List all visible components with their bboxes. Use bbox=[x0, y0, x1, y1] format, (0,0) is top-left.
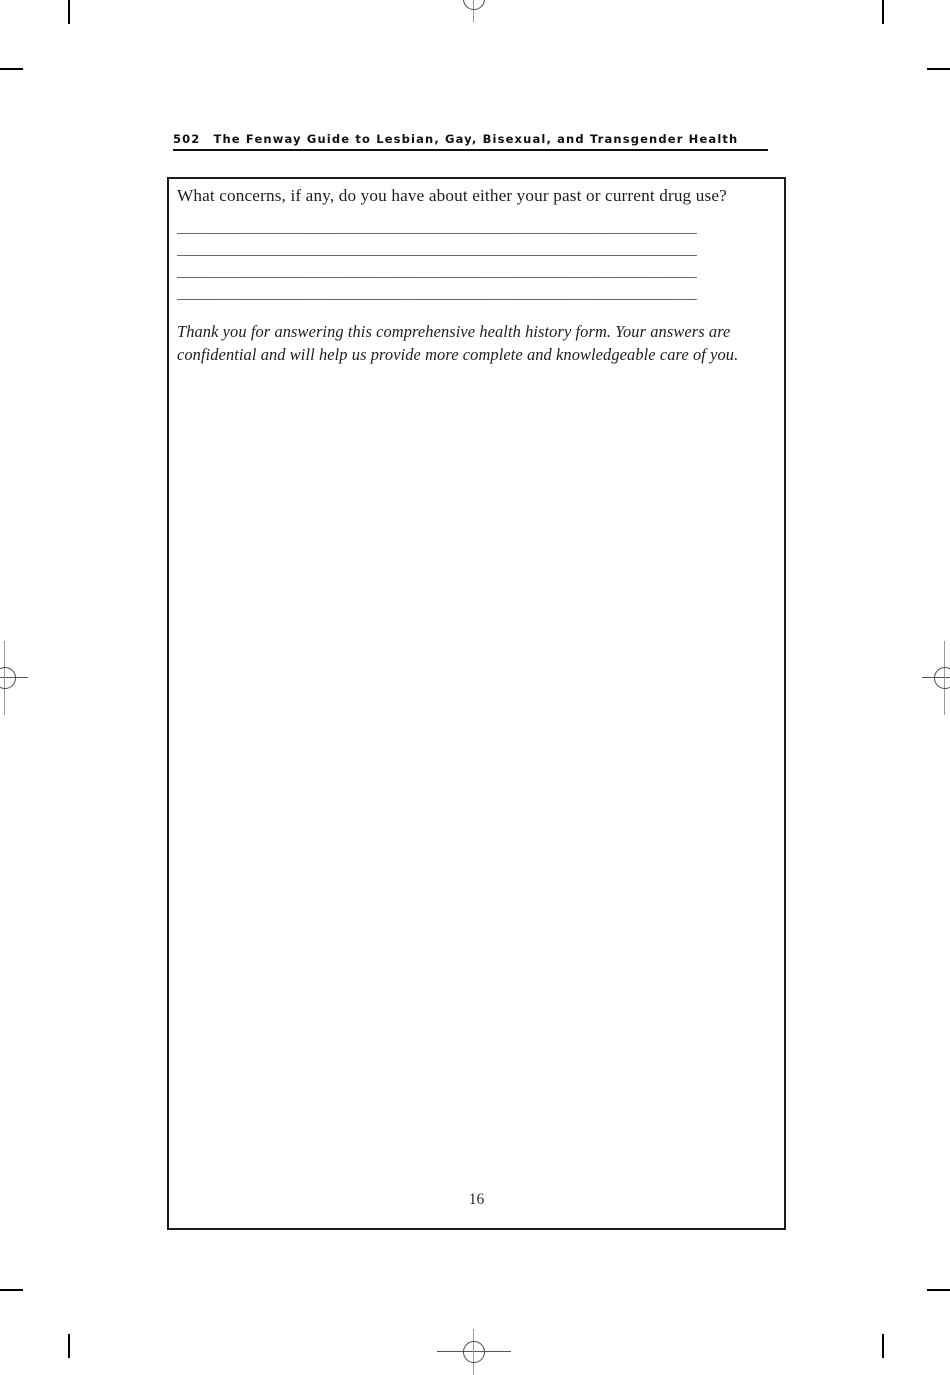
crop-mark-bottom-right-horizontal bbox=[927, 1289, 950, 1291]
answer-line[interactable]: _______________________________________________________________ bbox=[177, 261, 697, 280]
crop-mark-bottom-right-vertical bbox=[882, 1334, 884, 1358]
crop-mark-top-right-vertical bbox=[882, 0, 884, 24]
crop-mark-top-right-horizontal bbox=[927, 68, 950, 70]
running-header bbox=[173, 132, 769, 151]
form-question: What concerns, if any, do you have about either your past or current drug use? bbox=[177, 186, 727, 205]
registration-target-bottom-icon bbox=[461, 1339, 487, 1365]
answer-line[interactable]: _______________________________________________________________ bbox=[177, 283, 697, 302]
book-title: The Fenway Guide to Lesbian, Gay, Bisexual, and Transgender Health bbox=[213, 132, 739, 146]
answer-lines bbox=[177, 216, 766, 304]
registration-target-left-icon bbox=[0, 665, 18, 691]
registration-target-top-icon bbox=[461, 0, 487, 12]
crop-mark-bottom-left-vertical bbox=[68, 1334, 70, 1358]
running-header-line bbox=[173, 132, 769, 146]
form-page-number: 16 bbox=[468, 1191, 485, 1208]
crop-mark-bottom-left-horizontal bbox=[0, 1289, 23, 1291]
form-closing-note: Thank you for answering this comprehensive health history form. Your answers are confidential and will help us provide more complete and knowledgeable care of you. bbox=[177, 322, 739, 364]
form-box bbox=[167, 177, 786, 1230]
crop-mark-top-left-horizontal bbox=[0, 68, 23, 70]
crop-mark-top-left-vertical bbox=[68, 0, 70, 24]
answer-line[interactable]: _______________________________________________________________ bbox=[177, 217, 697, 236]
answer-line[interactable]: _______________________________________________________________ bbox=[177, 239, 697, 258]
header-rule bbox=[173, 149, 768, 151]
registration-target-right-icon bbox=[932, 665, 950, 691]
form-content bbox=[177, 184, 766, 382]
page-folio: 502 bbox=[173, 132, 201, 146]
